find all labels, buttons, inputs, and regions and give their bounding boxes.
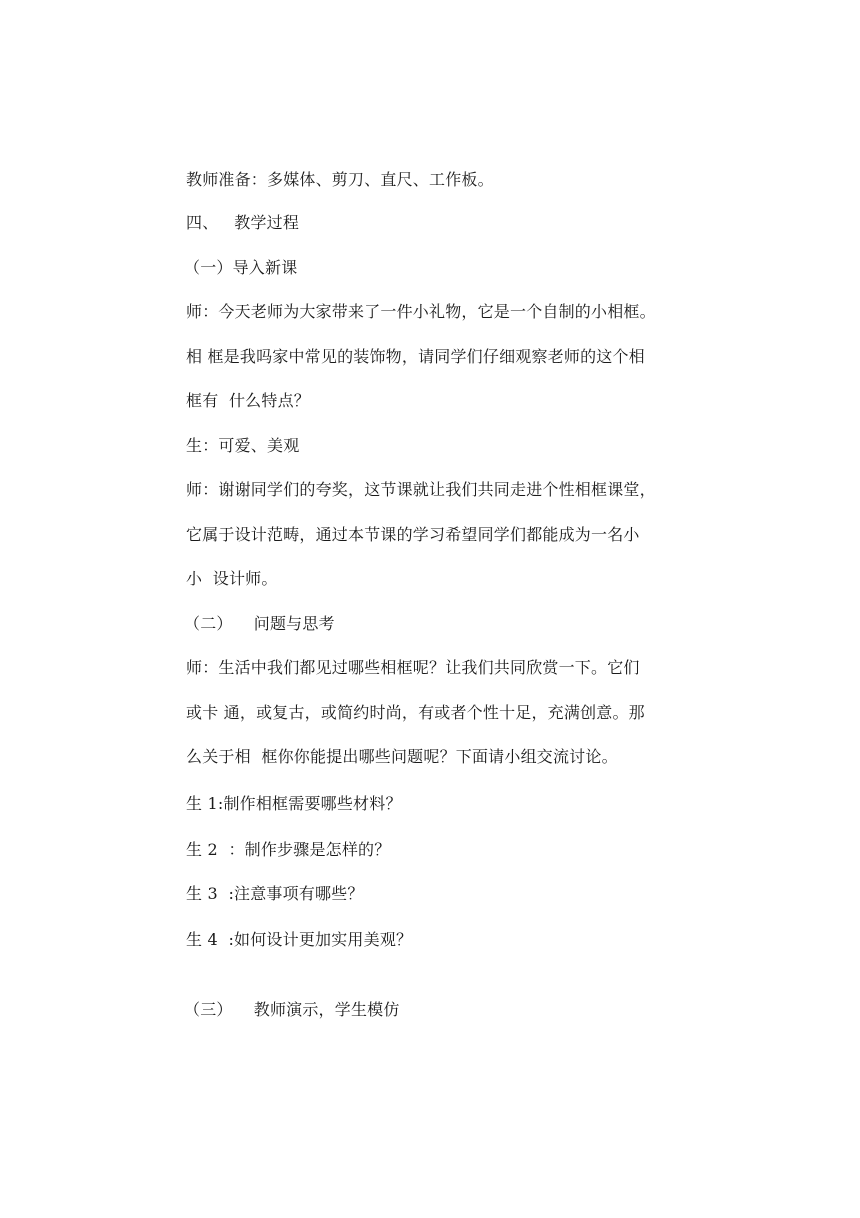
paragraph-line: 相 框是我吗家中常见的装饰物，请同学们仔细观察老师的这个相 [186,347,645,366]
subheading-demonstration: （三） 教师演示，学生模仿 [184,1000,400,1019]
student-reply-line: 生：可爱、美观 [186,436,300,455]
teacher-preparation-line: 教师准备：多媒体、剪刀、直尺、工作板。 [186,170,494,189]
student-question-4: 生 4 :如何设计更加实用美观？ [186,930,413,949]
student-question-2: 生 2 ：制作步骤是怎样的？ [186,840,391,859]
student-question-3: 生 3 :注意事项有哪些？ [186,884,364,903]
paragraph-line: 么关于相 框你你能提出哪些问题呢？下面请小组交流讨论。 [186,747,618,766]
paragraph-line: 师：生活中我们都见过哪些相框呢？让我们共同欣赏一下。它们 [186,658,640,677]
subheading-introduction: （一）导入新课 [184,258,298,277]
paragraph-line: 或卡 通，或复古，或简约时尚，有或者个性十足，充满创意。那 [186,703,645,722]
paragraph-line: 师：谢谢同学们的夸奖，这节课就让我们共同走进个性相框课堂， [186,480,656,499]
paragraph-line: 师：今天老师为大家带来了一件小礼物，它是一个自制的小相框。 [186,302,656,321]
paragraph-line: 小 设计师。 [186,569,278,588]
section-heading-teaching-process: 四、 教学过程 [186,213,300,232]
subheading-questions: （二） 问题与思考 [184,614,335,633]
paragraph-line: 框有 什么特点？ [186,391,310,410]
paragraph-line: 它属于设计范畴，通过本节课的学习希望同学们都能成为一名小 [186,525,640,544]
student-question-1: 生 1:制作相框需要哪些材料？ [186,794,402,813]
